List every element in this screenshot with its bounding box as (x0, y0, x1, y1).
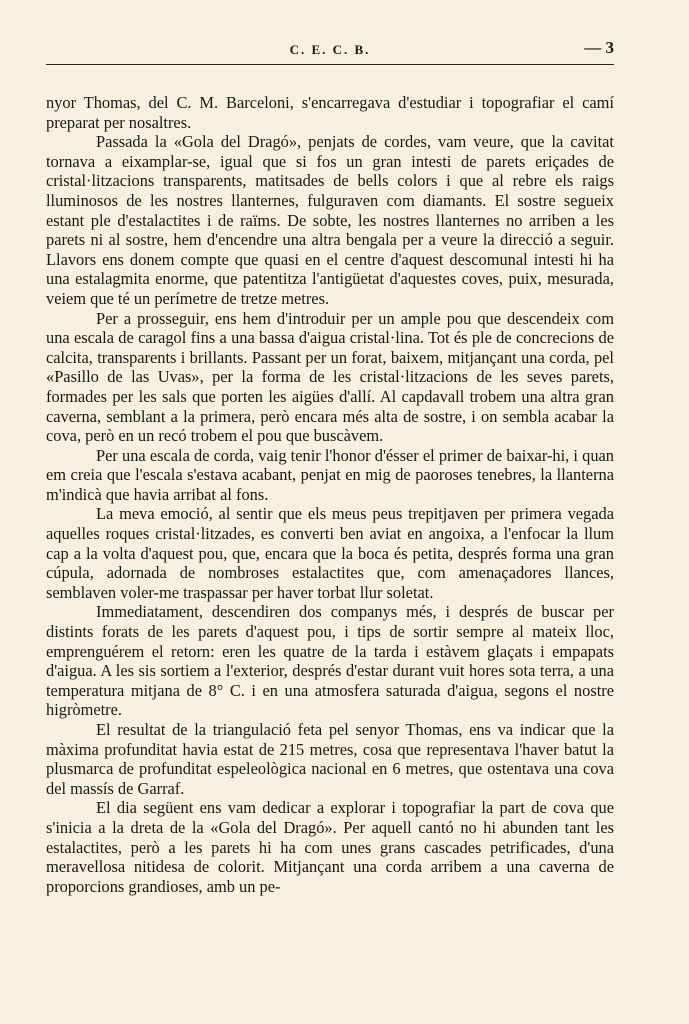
body-text (46, 93, 614, 896)
paragraph: Per a prosseguir, ens hem d'introduir per un ample pou que descendeix com una escala de caragol fins a una bassa d'aigua cristal·lina. Tot és ple de concrecions de calcita, transparents i brillants. Passant per un forat, baixem, mitjançant una corda, pel «Pasillo de las Uvas», per la forma de les cristal·litzacions de les seves parets, formades per les sals que porten les aigües d'allí. Al capdavall trobem una altra gran caverna, semblant a la primera, però encara més alta de sostre, i on sembla acabar la cova, però en un recó trobem el pou que buscàvem. (46, 308, 614, 446)
paragraph: Per una escala de corda, vaig tenir l'honor d'ésser el primer de baixar-hi, i quan em creia que l'escala s'estava acabant, penjat en mig de paoroses tenebres, la llanterna m'indicà que havia arribat al fons. (46, 445, 614, 504)
paragraph: Passada la «Gola del Dragó», penjats de cordes, vam veure, que la cavitat tornava a eixamplar-se, igual que si fos un gran intesti de parets eriçades de cristal·litzacions transparents, matitsades de bells colors i que al rebre els raigs lluminosos de les nostres llanternes, fulguraven com diamants. El sostre segueix estant ple d'estalactites i de raïms. De sobte, les nostres llanternes no arriben a les parets ni al sostre, hem d'encendre una altra bengala per a veure la direcció a seguir. Llavors ens donem compte que quasi en el centre d'aquest descomunal intesti hi ha una estalagmita enorme, que patentitza l'antigüetat d'aquestes coves, puix, mesurada, veiem que té un perímetre de tretze metres. (46, 132, 614, 308)
running-head: C. E. C. B. (289, 42, 371, 57)
paragraph: El resultat de la triangulació feta pel senyor Thomas, ens va indicar que la màxima profunditat havia estat de 215 metres, cosa que representava l'haver batut la plusmarca de profunditat espeleològica nacional en 6 metres, que ostentava una cova del massís de Garraf. (46, 720, 614, 798)
page-header (46, 38, 614, 65)
paragraph: La meva emoció, al sentir que els meus peus trepitjaven per primera vegada aquelles roques cristal·litzades, es converti ben aviat en angoixa, a l'enfocar la llum cap a la volta d'aquest pou, que, encara que la boca és petita, després forma una gran cúpula, adornada de nombroses estalactites que, com amenaçadores llances, semblaven voler-me traspassar per haver torbat llur soletat. (46, 504, 614, 602)
paragraph: El dia següent ens vam dedicar a explorar i topografiar la part de cova que s'inicia a la dreta de la «Gola del Dragó». Per aquell cantó no hi abunden tant les estalactites, però a les parets hi ha com unes grans cascades petrificades, d'una meravellosa nitidesa de colorit. Mitjançant una corda arribem a una caverna de proporcions grandioses, amb un pe- (46, 798, 614, 896)
page-number: — 3 (584, 38, 614, 57)
paragraph-continuation: nyor Thomas, del C. M. Barceloni, s'encarregava d'estudiar i topografiar el camí preparat per nosaltres. (46, 93, 614, 132)
paragraph: Immediatament, descendiren dos companys més, i després de buscar per distints forats de les parets d'aquest pou, i tips de sortir sempre al mateix lloc, emprenguérem el retorn: eren les quatre de la tarda i estàvem glaçats i empapats d'aigua. A les sis sortiem a l'exterior, després d'estar durant vuit hores sota terra, a una temperatura mitjana de 8° C. i en una atmosfera saturada d'aigua, segons el nostre higròmetre. (46, 602, 614, 720)
